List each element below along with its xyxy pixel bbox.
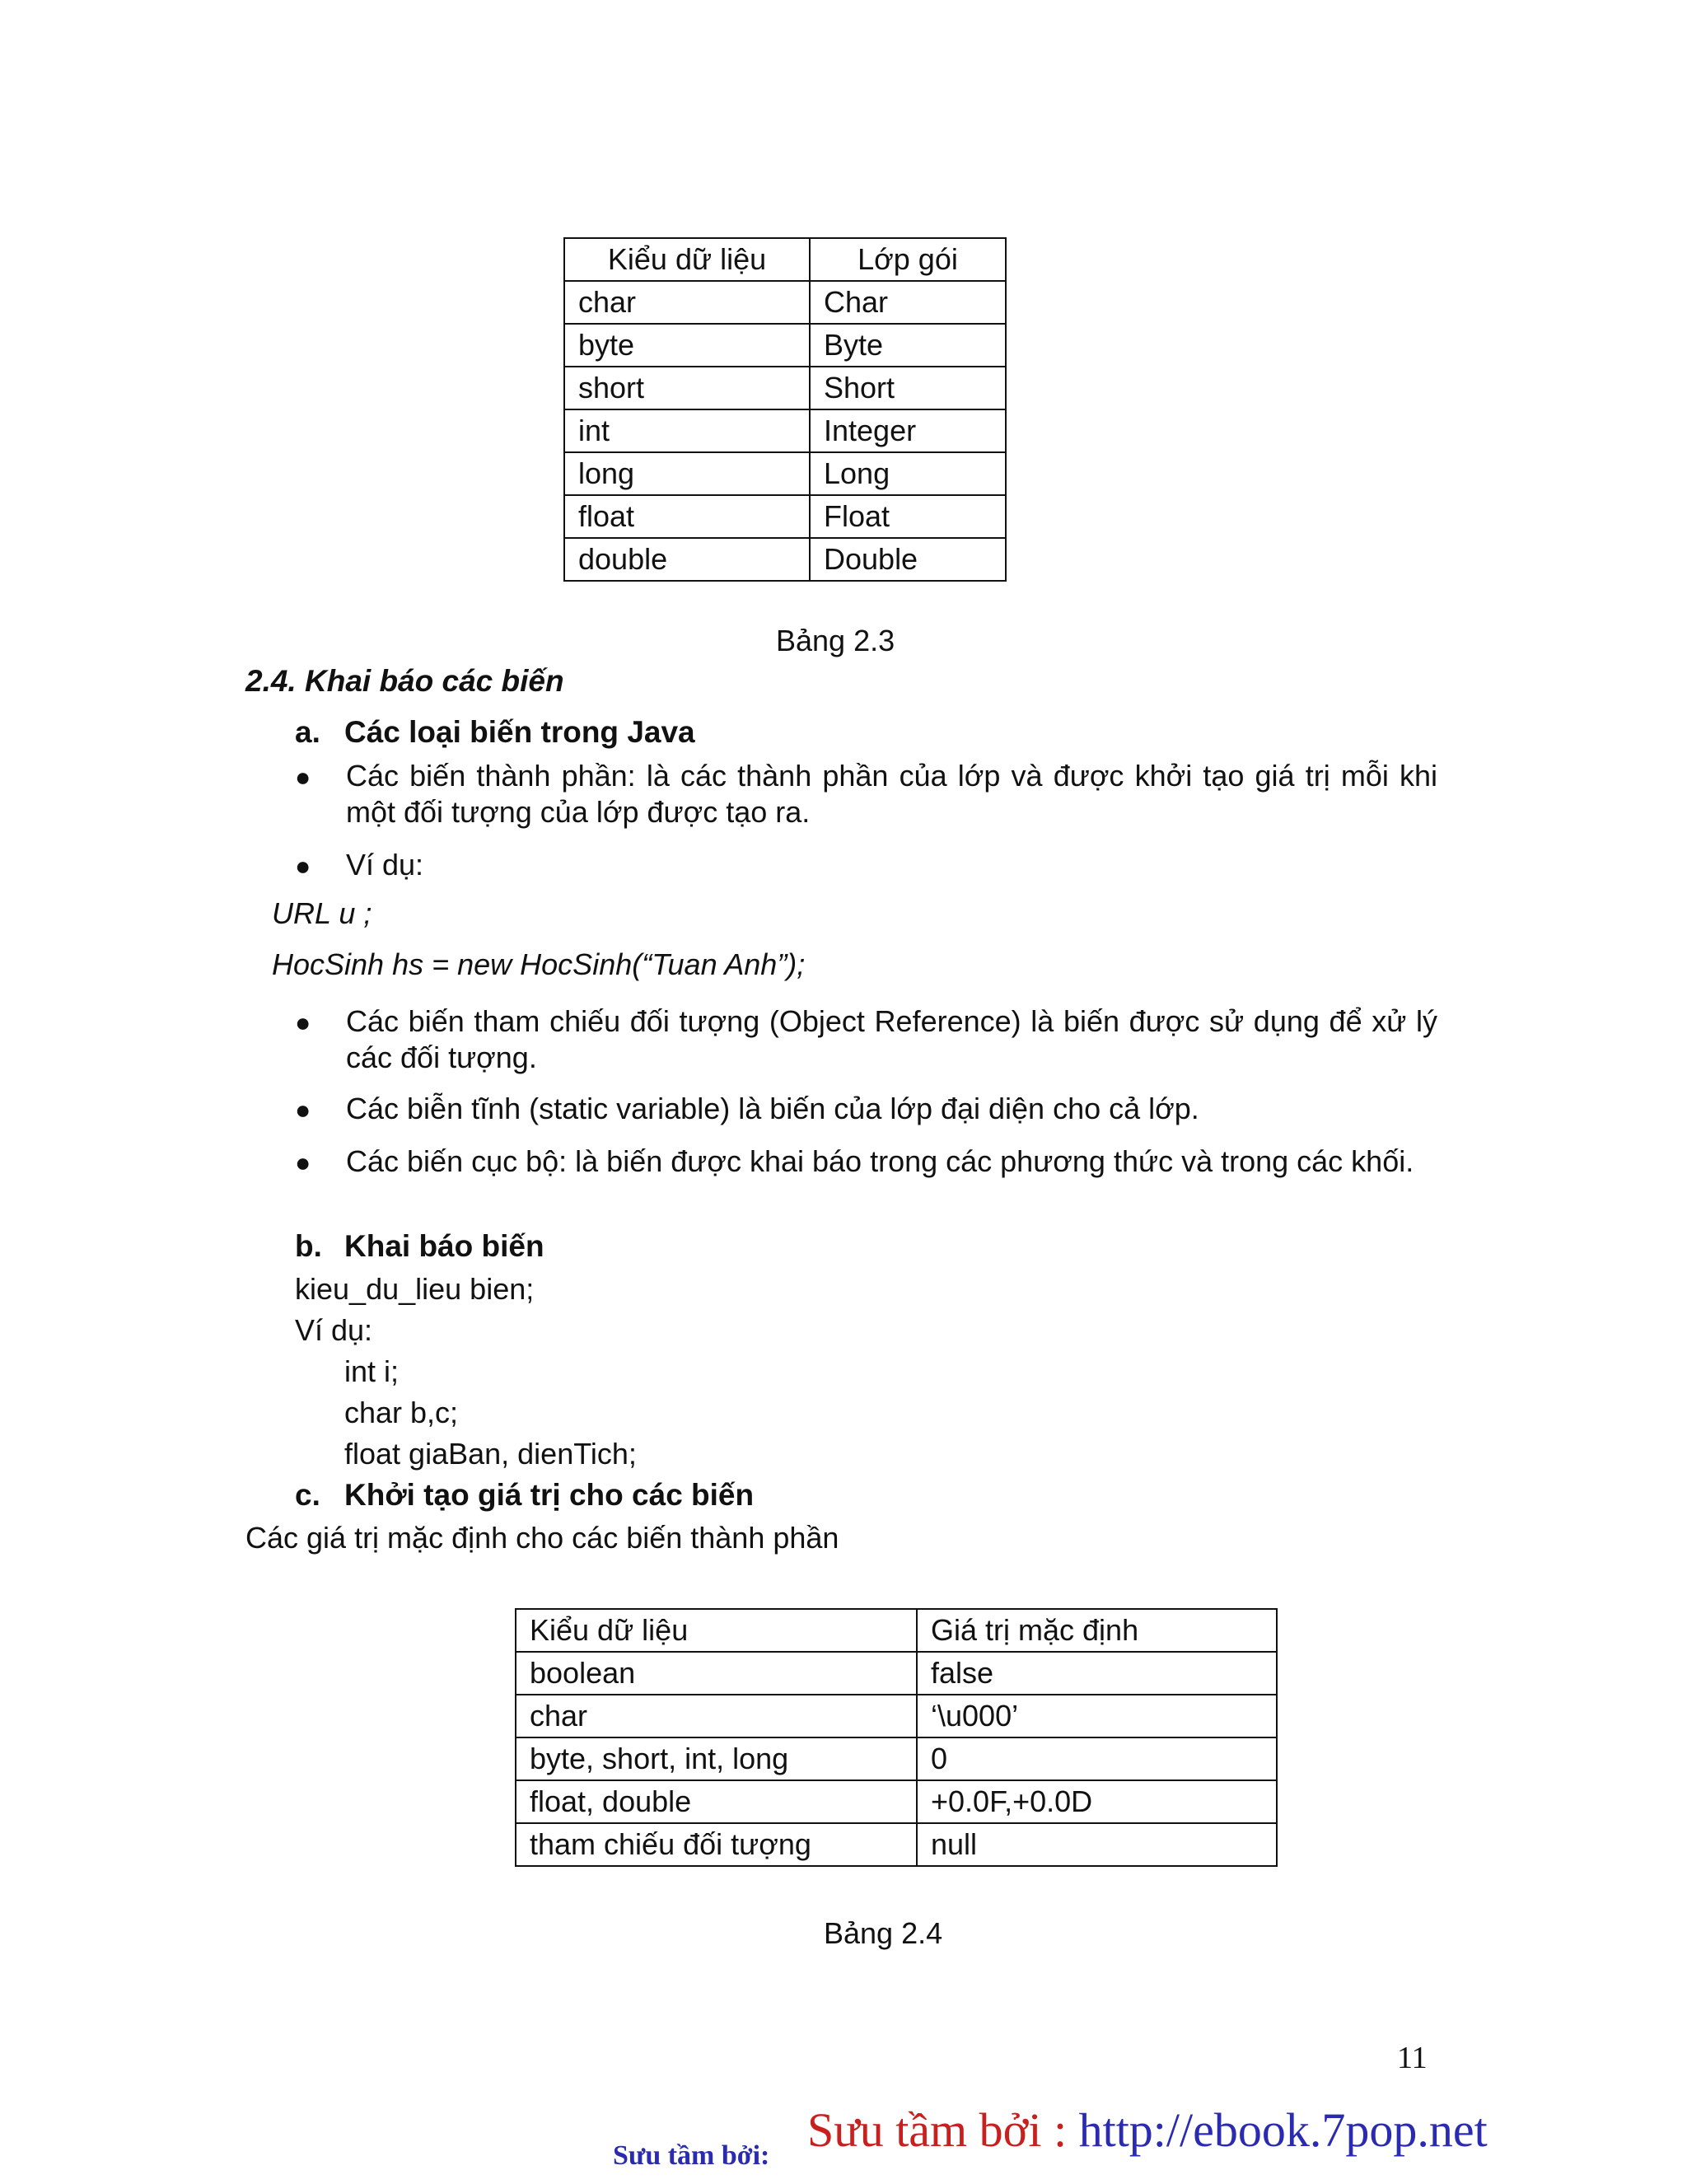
table-row <box>564 367 1006 409</box>
code-example: URL u ; <box>272 896 372 930</box>
default-values-table <box>515 1608 1278 1867</box>
table-cell: ‘\u000’ <box>917 1695 1277 1737</box>
subsection-marker: c. <box>295 1478 320 1512</box>
table-cell: Byte <box>810 324 1006 367</box>
subsection-heading: Các loại biến trong Java <box>344 715 695 749</box>
subsection-heading: Khai báo biến <box>344 1229 544 1263</box>
table-cell: double <box>564 538 810 581</box>
table-row <box>564 409 1006 452</box>
table-cell: 0 <box>917 1737 1277 1780</box>
table-cell: +0.0F,+0.0D <box>917 1780 1277 1823</box>
table-cell: float <box>564 495 810 538</box>
table-row <box>516 1695 1277 1737</box>
table-cell: Float <box>810 495 1006 538</box>
list-item: Ví dụ: <box>346 848 424 882</box>
table-row <box>564 324 1006 367</box>
table-cell: char <box>564 281 810 324</box>
table-header-cell: Kiểu dữ liệu <box>564 238 810 281</box>
table-cell: Integer <box>810 409 1006 452</box>
list-item: Các biến cục bộ: là biến được khai báo trong các phương thức và trong các khối. <box>346 1144 1414 1178</box>
table-cell: Double <box>810 538 1006 581</box>
bullet-icon: ● <box>295 1095 311 1125</box>
table-row <box>564 538 1006 581</box>
syntax-line: kieu_du_lieu bien; <box>295 1272 535 1306</box>
code-example: int i; <box>344 1354 400 1388</box>
table-row <box>564 452 1006 495</box>
table-cell: int <box>564 409 810 452</box>
table-cell: Long <box>810 452 1006 495</box>
bullet-icon: ● <box>295 1148 311 1177</box>
watermark-small-label: Sưu tầm bởi: <box>613 2140 770 2171</box>
table-cell: byte, short, int, long <box>516 1737 917 1780</box>
table-cell: null <box>917 1823 1277 1866</box>
table-row <box>516 1737 1277 1780</box>
bullet-icon: ● <box>295 762 311 792</box>
watermark-url[interactable]: http://ebook.7pop.net <box>1078 2103 1488 2157</box>
table-cell: Short <box>810 367 1006 409</box>
table-cell: long <box>564 452 810 495</box>
table-row <box>516 1780 1277 1823</box>
table-caption: Bảng 2.3 <box>776 624 895 657</box>
table-row <box>516 1652 1277 1695</box>
code-example: HocSinh hs = new HocSinh(“Tuan Anh”); <box>272 947 806 981</box>
code-example: float giaBan, dienTich; <box>344 1437 637 1471</box>
list-item: Các biến tham chiếu đối tượng (Object Reference) là biến được sử dụng để xử lý các đối tượng. <box>346 1004 1437 1074</box>
bullet-icon: ● <box>295 1008 311 1037</box>
table-row <box>564 495 1006 538</box>
table-caption: Bảng 2.4 <box>824 1916 943 1950</box>
table-cell: Char <box>810 281 1006 324</box>
table-cell: byte <box>564 324 810 367</box>
table-cell: float, double <box>516 1780 917 1823</box>
code-example: char b,c; <box>344 1396 459 1429</box>
list-item: Các biến thành phần: là các thành phần của lớp và được khởi tạo giá trị mỗi khi một đối tượng của lớp được tạo ra. <box>346 759 1437 829</box>
table-header-cell: Lớp gói <box>810 238 1006 281</box>
table-cell: boolean <box>516 1652 917 1695</box>
subsection-marker: a. <box>295 715 320 749</box>
bullet-icon: ● <box>295 851 311 881</box>
subsection-heading: Khởi tạo giá trị cho các biến <box>344 1478 755 1512</box>
intro-text: Các giá trị mặc định cho các biến thành phần <box>245 1521 839 1555</box>
table-header-cell: Giá trị mặc định <box>917 1609 1277 1652</box>
example-label: Ví dụ: <box>295 1313 373 1347</box>
wrapper-class-table <box>563 237 1007 582</box>
table-header-cell: Kiểu dữ liệu <box>516 1609 917 1652</box>
table-cell: char <box>516 1695 917 1737</box>
table-cell: short <box>564 367 810 409</box>
table-cell: tham chiếu đối tượng <box>516 1823 917 1866</box>
table-row <box>564 281 1006 324</box>
watermark-banner <box>807 2102 1488 2158</box>
list-item: Các biễn tĩnh (static variable) là biến của lớp đại diện cho cả lớp. <box>346 1092 1199 1125</box>
page-number: 11 <box>1397 2041 1428 2075</box>
table-row <box>516 1823 1277 1866</box>
watermark-label: Sưu tầm bởi : <box>807 2103 1079 2157</box>
section-heading: 2.4. Khai báo các biến <box>245 664 564 698</box>
subsection-marker: b. <box>295 1229 322 1263</box>
table-cell: false <box>917 1652 1277 1695</box>
table-header-row <box>564 238 1006 281</box>
table-header-row <box>516 1609 1277 1652</box>
